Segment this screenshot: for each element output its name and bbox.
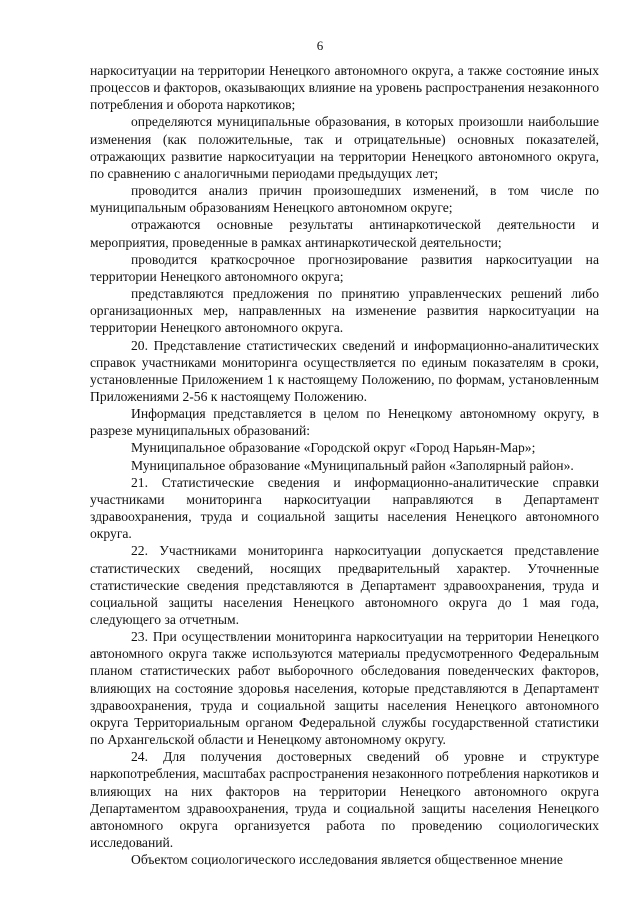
- paragraph-item-22: 22. Участниками мониторинга наркоситуации допускается представление статистических сведений, носящих предварительный характер. Уточненные статистические сведения представляются в Департамент здравоохранения, труда и социальной защиты населения Ненецкого автономного округа до 1 мая года, следующего за отчетным.: [90, 543, 599, 627]
- paragraph-item-23: 23. При осуществлении мониторинга наркоситуации на территории Ненецкого автономного округа также используются материалы предусмотренного Федеральным планом статистических работ выборочного обследования поведенческих факторов, влияющих на состояние здоровья населения, которые представляются в Департамент здравоохранения, труда и социальной защиты населения Ненецкого автономного округа Территориальным органом Федеральной службы государственной статистики по Архангельской области и Ненецкому автономному округу.: [90, 629, 599, 748]
- paragraph-proposals: представляются предложения по принятию управленческих решений либо организационных мер, направленных на изменение развития наркоситуации на территории Ненецкого автономного округа.: [90, 286, 599, 336]
- paragraph-continuation: наркоситуации на территории Ненецкого автономного округа, а также состояние иных процессов и факторов, оказывающих влияние на уровень распространения незаконного потребления и оборота наркотиков;: [90, 63, 599, 113]
- paragraph-municipalities-changes: определяются муниципальные образования, в которых произошли наибольшие изменения (как положительные, так и отрицательные) основных показателей, отражающих развитие наркоситуации на территории Ненецкого автономного округа, по сравнению с аналогичными периодами предыдущих лет;: [90, 114, 599, 181]
- paragraph-forecast: проводится краткосрочное прогнозирование развития наркоситуации на территории Ненецкого автономного округа;: [90, 251, 599, 284]
- paragraph-research-object: Объектом социологического исследования является общественное мнение: [131, 852, 563, 868]
- paragraph-cause-analysis: проводится анализ причин произошедших изменений, в том числе по муниципальным образованиям Ненецкого автономном округе;: [90, 183, 599, 216]
- paragraph-information: Информация представляется в целом по Ненецкому автономному округу, в разрезе муниципальных образований:: [90, 406, 599, 439]
- document-body: [90, 62, 599, 868]
- paragraph-municipality-naryan-mar: Муниципальное образование «Городской округ «Город Нарьян-Мар»;: [131, 440, 536, 456]
- paragraph-item-21: 21. Статистические сведения и информационно-аналитические справки участниками мониторинга наркоситуации направляются в Департамент здравоохранения, труда и социальной защиты населения Ненецкого автономного округа.: [90, 474, 599, 542]
- paragraph-municipality-zapolyarny: Муниципальное образование «Муниципальный район «Заполярный район».: [131, 457, 574, 473]
- paragraph-item-20: 20. Представление статистических сведений и информационно-аналитических справок участниками мониторинга осуществляется по единым показателям в сроки, установленные Приложением 1 к настоящему Положению, по формам, установленным Приложениями 2-56 к настоящему Положению.: [90, 337, 599, 404]
- paragraph-item-24: 24. Для получения достоверных сведений об уровне и структуре наркопотребления, масштабах распространения незаконного потребления наркотиков и влияющих на них факторов на территории Ненецкого автономного округа Департаментом здравоохранения, труда и социальной защиты населения Ненецкого автономного округа организуется работа по проведению социологических исследований.: [90, 749, 599, 851]
- page-number: 6: [316, 38, 324, 53]
- paragraph-results: отражаются основные результаты антинаркотической деятельности и мероприятия, проведенные в рамках антинаркотической деятельности;: [90, 217, 599, 250]
